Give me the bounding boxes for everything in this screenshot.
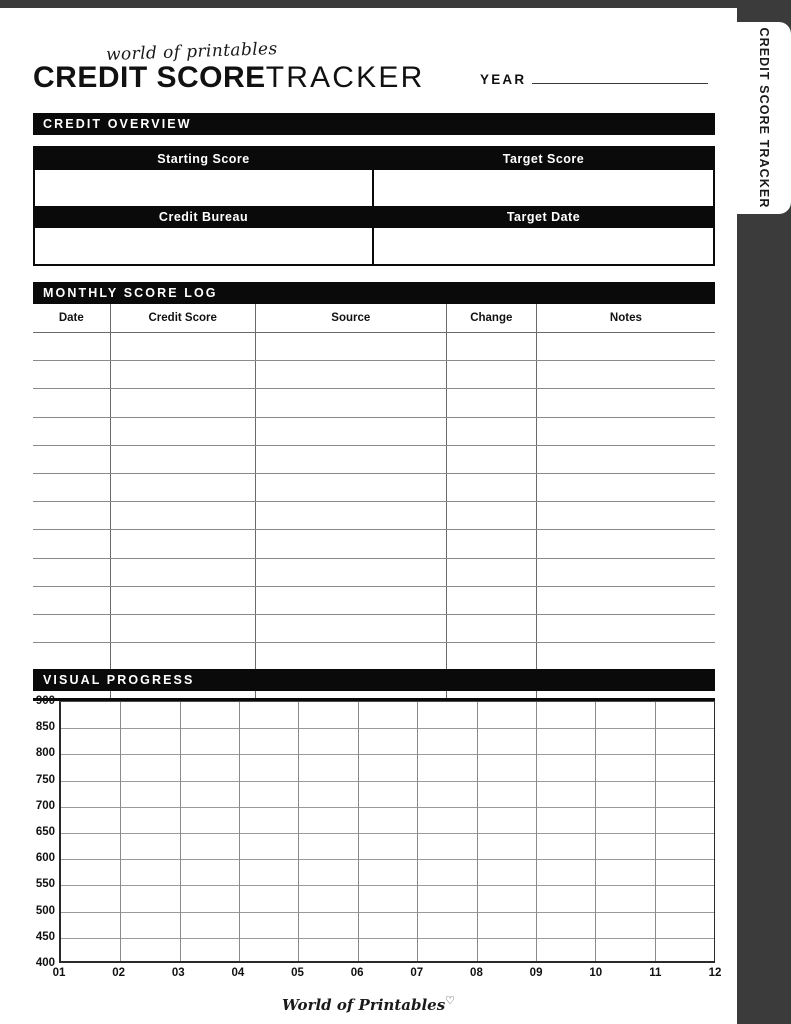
chart-y-tick-label: 900 (35, 695, 55, 707)
page-title-light: TRACKER (265, 61, 425, 94)
cell-date[interactable] (33, 530, 110, 558)
column-header-credit-score: Credit Score (110, 304, 255, 333)
cell-credit-score[interactable] (110, 333, 255, 361)
overview-label-credit-bureau: Credit Bureau (35, 206, 374, 228)
cell-source[interactable] (255, 389, 446, 417)
chart-x-tick-label: 01 (52, 967, 66, 979)
chart-gridline-horizontal (61, 781, 714, 782)
overview-label-target-score: Target Score (502, 152, 585, 166)
table-row (33, 643, 715, 671)
table-row (33, 530, 715, 558)
table-row (33, 473, 715, 501)
overview-input-starting-score[interactable] (35, 170, 374, 206)
footer-text: World of Printables (281, 996, 446, 1014)
chart-x-tick-label: 11 (649, 967, 662, 979)
overview-label-starting-score: Starting Score (35, 148, 374, 170)
cell-change[interactable] (446, 417, 536, 445)
cell-source[interactable] (255, 558, 446, 586)
overview-input-target-date[interactable] (374, 228, 713, 264)
overview-input-target-score[interactable] (374, 170, 713, 206)
cell-notes[interactable] (536, 614, 715, 642)
cell-credit-score[interactable] (110, 558, 255, 586)
table-row (33, 558, 715, 586)
cell-notes[interactable] (536, 389, 715, 417)
cell-credit-score[interactable] (110, 614, 255, 642)
chart-x-tick-label: 09 (529, 967, 543, 979)
column-header-notes: Notes (536, 304, 715, 333)
cell-credit-score[interactable] (110, 417, 255, 445)
year-label: YEAR (480, 72, 527, 87)
cell-notes[interactable] (536, 361, 715, 389)
cell-notes[interactable] (536, 417, 715, 445)
cell-change[interactable] (446, 473, 536, 501)
chart-gridline-horizontal (61, 728, 714, 729)
chart-x-tick-label: 04 (231, 967, 245, 979)
table-row (33, 333, 715, 361)
cell-source[interactable] (255, 445, 446, 473)
chart-y-tick-label: 700 (35, 799, 55, 812)
chart-y-tick-label: 800 (35, 747, 55, 760)
chart-y-tick-label: 400 (35, 957, 55, 969)
chart-y-tick-label: 650 (35, 826, 55, 838)
brand-script-logo: world of printables (105, 39, 278, 65)
table-row (33, 586, 715, 614)
chart-x-tick-label: 08 (470, 967, 483, 979)
heart-icon: ♡ (445, 994, 456, 1007)
chart-y-tick-label: 600 (35, 852, 55, 865)
cell-source[interactable] (255, 530, 446, 558)
chart-x-tick-label: 12 (708, 967, 722, 979)
chart-gridline-horizontal (61, 938, 714, 939)
year-field[interactable] (480, 72, 708, 87)
chart-plot-area[interactable] (59, 701, 715, 963)
cell-date[interactable] (33, 502, 110, 530)
section-bar-credit-overview (33, 113, 715, 135)
year-input-line[interactable] (532, 83, 708, 84)
table-row (33, 445, 715, 473)
table-row (33, 361, 715, 389)
table-row (33, 502, 715, 530)
cell-date[interactable] (33, 417, 110, 445)
cell-change[interactable] (446, 586, 536, 614)
chart-x-tick-label: 05 (291, 967, 304, 979)
chart-y-tick-label: 550 (35, 878, 55, 891)
monthly-score-log-table (33, 304, 715, 701)
table-row (33, 614, 715, 642)
cell-date[interactable] (33, 473, 110, 501)
cell-change[interactable] (446, 530, 536, 558)
cell-credit-score[interactable] (110, 389, 255, 417)
cell-date[interactable] (33, 558, 110, 586)
overview-input-row-1 (35, 170, 713, 206)
chart-x-tick-label: 06 (350, 967, 364, 979)
section-title-monthly-score-log: MONTHLY SCORE LOG (43, 286, 218, 300)
table-row (33, 389, 715, 417)
page-header (33, 39, 708, 100)
cell-source[interactable] (255, 361, 446, 389)
cell-notes[interactable] (536, 445, 715, 473)
cell-credit-score[interactable] (110, 445, 255, 473)
chart-gridline-vertical (298, 702, 299, 961)
overview-label-target-date: Target Date (506, 210, 581, 224)
chart-gridline-horizontal (61, 833, 714, 834)
cell-credit-score[interactable] (110, 361, 255, 389)
log-table-body (33, 333, 715, 699)
cell-change[interactable] (446, 643, 536, 671)
chart-x-tick-label: 02 (112, 967, 126, 979)
chart-x-tick-label: 07 (410, 967, 424, 979)
overview-header-row-2 (35, 206, 713, 228)
column-header-date: Date (33, 304, 110, 333)
chart-gridline-horizontal (61, 754, 714, 755)
page-title (33, 62, 424, 94)
cell-source[interactable] (255, 333, 446, 361)
chart-y-tick-label: 850 (35, 721, 55, 734)
overview-header-row-1 (35, 148, 713, 170)
side-tab[interactable] (737, 22, 791, 214)
cell-date[interactable] (33, 643, 110, 671)
cell-credit-score[interactable] (110, 643, 255, 671)
chart-gridline-vertical (477, 702, 478, 961)
cell-date[interactable] (33, 445, 110, 473)
section-title-credit-overview: CREDIT OVERVIEW (43, 117, 192, 131)
chart-gridline-horizontal (61, 912, 714, 913)
visual-progress-chart (33, 695, 722, 991)
cell-date[interactable] (33, 389, 110, 417)
cell-notes[interactable] (536, 643, 715, 671)
credit-overview-table (33, 146, 715, 266)
section-title-visual-progress: VISUAL PROGRESS (43, 673, 195, 687)
column-header-change: Change (446, 304, 536, 333)
cell-change[interactable] (446, 558, 536, 586)
cell-source[interactable] (255, 417, 446, 445)
chart-gridline-horizontal (61, 885, 714, 886)
cell-date[interactable] (33, 361, 110, 389)
chart-gridline-vertical (536, 702, 537, 961)
section-bar-visual-progress (33, 669, 715, 691)
printable-page (0, 8, 737, 1024)
cell-notes[interactable] (536, 586, 715, 614)
cell-date[interactable] (33, 614, 110, 642)
chart-gridline-vertical (417, 702, 418, 961)
chart-x-tick-label: 03 (171, 967, 185, 979)
cell-notes[interactable] (536, 473, 715, 501)
cell-credit-score[interactable] (110, 473, 255, 501)
cell-change[interactable] (446, 361, 536, 389)
cell-notes[interactable] (536, 502, 715, 530)
cell-change[interactable] (446, 333, 536, 361)
chart-gridline-vertical (239, 702, 240, 961)
chart-x-tick-label: 10 (589, 967, 603, 979)
chart-gridline-vertical (655, 702, 656, 961)
column-header-source: Source (255, 304, 446, 333)
cell-source[interactable] (255, 502, 446, 530)
cell-change[interactable] (446, 614, 536, 642)
section-bar-monthly-score-log (33, 282, 715, 304)
chart-gridline-vertical (595, 702, 596, 961)
overview-input-row-2 (35, 228, 713, 264)
chart-gridline-horizontal (61, 859, 714, 860)
table-header-row (33, 304, 715, 333)
chart-gridline-vertical (180, 702, 181, 961)
chart-gridline-vertical (120, 702, 121, 961)
cell-source[interactable] (255, 643, 446, 671)
cell-change[interactable] (446, 445, 536, 473)
cell-change[interactable] (446, 502, 536, 530)
cell-notes[interactable] (536, 530, 715, 558)
log-table (33, 304, 715, 698)
cell-credit-score[interactable] (110, 502, 255, 530)
footer-brand (0, 994, 737, 1014)
table-row (33, 417, 715, 445)
chart-y-tick-label: 500 (35, 904, 55, 917)
cell-notes[interactable] (536, 558, 715, 586)
top-edge-strip (0, 0, 791, 8)
cell-change[interactable] (446, 389, 536, 417)
cell-source[interactable] (255, 586, 446, 614)
chart-y-tick-label: 450 (35, 930, 55, 943)
cell-notes[interactable] (536, 333, 715, 361)
overview-input-credit-bureau[interactable] (35, 228, 374, 264)
cell-date[interactable] (33, 333, 110, 361)
chart-gridline-horizontal (61, 807, 714, 808)
cell-source[interactable] (255, 473, 446, 501)
cell-credit-score[interactable] (110, 530, 255, 558)
page-title-bold: CREDIT SCORE (33, 61, 266, 94)
cell-date[interactable] (33, 586, 110, 614)
cell-credit-score[interactable] (110, 586, 255, 614)
chart-y-tick-label: 750 (35, 773, 55, 786)
log-table-head (33, 304, 715, 333)
side-tab-label: CREDIT SCORE TRACKER (757, 27, 771, 209)
cell-source[interactable] (255, 614, 446, 642)
chart-gridline-vertical (358, 702, 359, 961)
